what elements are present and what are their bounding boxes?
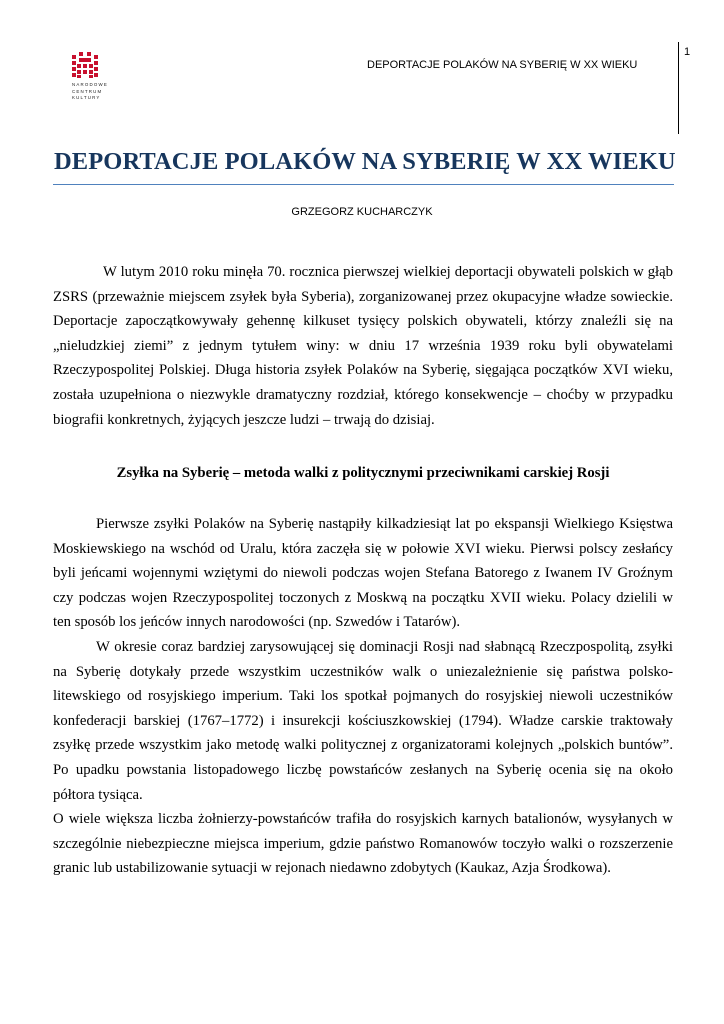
document-title: DEPORTACJE POLAKÓW NA SYBERIĘ W XX WIEKU [54,148,676,175]
page-number: 1 [684,46,691,58]
body-paragraph: Pierwsze zsyłki Polaków na Syberię nastąpiły kilkadziesiąt lat po ekspansji Wielkiego Księstwa Moskiewskiego na wschód od Uralu, która zaczęła się w połowie XVI wieku. Pierwsi polscy zesłańcy byli jeńcami wojennymi wziętymi do niewoli podczas wojen Stefana Batorego z Iwanem IV Groźnym czy podczas wojen Rzeczypospolitej toczonych z Moskwą na początku XVII wieku. Polacy dzielili w ten sposób los jeńców innych narodowości (np. Szwedów i Tatarów). [53,516,673,631]
intro-paragraph: W lutym 2010 roku minęła 70. rocznica pierwszej wielkiej deportacji obywateli polskich w głąb ZSRS (przeważnie miejscem zsyłek była Syberia), zorganizowanej przez okupacyjne władze sowieckie. Deportacje zapoczątkowywały gehennę kilkuset tysięcy polskich obywateli, którzy znaleźli się na „nieludzkiej ziemi” z jednym tytułem winy: w dniu 17 września 1939 roku byli obywatelami Rzeczypospolitej Polskiej. Długa historia zsyłek Polaków na Syberię, sięgająca początków XVI wieku, została uzupełniona o niezwykle dramatyczny rozdział, którego konsekwencje – choćby w przypadku biografii konkretnych, żyjących jeszcze ludzi – trwają do dzisiaj. [53,264,673,428]
author-name: GRZEGORZ KUCHARCZYK [291,206,433,218]
logo-wordmark [72,82,112,102]
header-divider [678,42,679,134]
body-paragraph: W okresie coraz bardziej zarysowującej się dominacji Rosji nad słabnącą Rzeczpospolitą, zsyłki na Syberię dotykały przede wszystkim uczestników walk o uniezależnienie się państwa polsko-litewskiego od rosyjskiego imperium. Taki los spotkał pojmanych do rosyjskiej niewoli uczestników konfederacji barskiej (1767–1772) i insurekcji kościuszkowskiej (1794). Władze carskie traktowały zsyłkę przede wszystkim jako metodę walki politycznej z organizatorami kolejnych „polskich buntów”. Po upadku powstania listopadowego liczbę powstańców zesłanych na Syberię ocenia się na około półtora tysiąca. [53,639,673,803]
logo-line: KULTURY [72,95,101,101]
narodowe-centrum-kultury-logo [72,52,112,102]
logo-line: CENTRUM [72,88,103,94]
running-header: DEPORTACJE POLAKÓW NA SYBERIĘ W XX WIEKU [367,59,638,71]
section-heading: Zsyłka na Syberię – metoda walki z politycznymi przeciwnikami carskiej Rosji [116,465,610,481]
castle-icon [72,52,98,78]
body-paragraph: O wiele większa liczba żołnierzy-powstańców trafiła do rosyjskich karnych batalionów, wysyłanych w szczególnie niebezpieczne miejsca imperium, gdzie państwo Romanowów toczyło walki o rozszerzenie granic lub ustabilizowanie sytuacji w rejonach niedawno zdobytych (Kaukaz, Azja Środkowa). [53,811,673,877]
logo-line: NARODOWE [72,82,108,87]
title-underline [53,184,674,185]
